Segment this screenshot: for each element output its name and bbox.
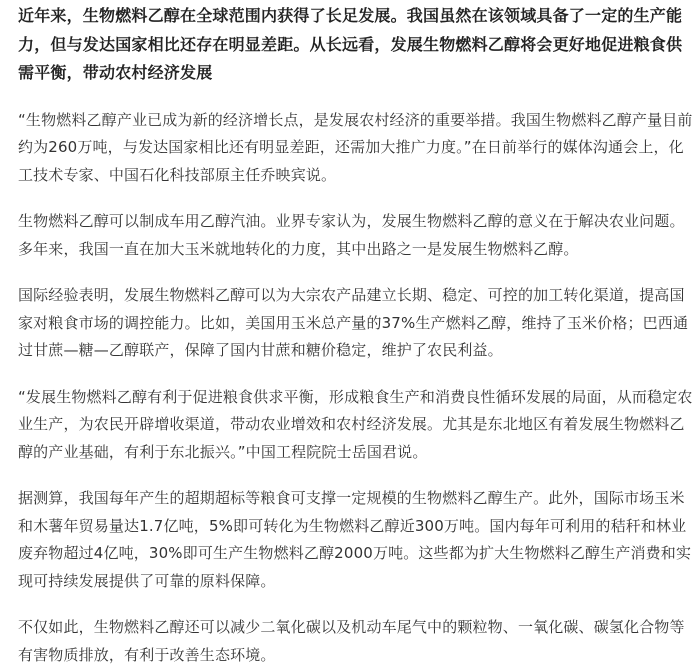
paragraph-6: 不仅如此，生物燃料乙醇还可以减少二氧化碳以及机动车尾气中的颗粒物、一氧化碳、碳氢化合物等有害物质排放，有利于改善生态环境。: [18, 618, 685, 664]
paragraph-2: 生物燃料乙醇可以制成车用乙醇汽油。业界专家认为，发展生物燃料乙醇的意义在于解决农业问题。多年来，我国一直在加大玉米就地转化的力度，其中出路之一是发展生物燃料乙醇。: [18, 212, 685, 258]
paragraph-4: “发展生物燃料乙醇有利于促进粮食供求平衡，形成粮食生产和消费良性循环发展的局面，从而稳定农业生产，为农民开辟增收渠道，带动农业增效和农村经济发展。尤其是东北地区有着发展生物燃料乙醇的产业基础，有利于东北振兴。”中国工程院院士岳国君说。: [18, 387, 693, 461]
paragraph-3: 国际经验表明，发展生物燃料乙醇可以为大宗农产品建立长期、稳定、可控的加工转化渠道，提高国家对粮食市场的调控能力。比如，美国用玉米总产量的37%生产燃料乙醇，维持了玉米价格；巴西通过甘蔗—糖—乙醇联产，保障了国内甘蔗和糖价稳定，维护了农民利益。: [18, 286, 689, 359]
paragraph-1: “生物燃料乙醇产业已成为新的经济增长点，是发展农村经济的重要举措。我国生物燃料乙醇产量目前约为260万吨，与发达国家相比还有明显差距，还需加大推广力度。”在日前举行的媒体沟通会上，化工技术专家、中国石化科技部原主任乔映宾说。: [18, 110, 693, 184]
paragraph-5: 据测算，我国每年产生的超期超标等粮食可支撑一定规模的生物燃料乙醇生产。此外，国际市场玉米和木薯年贸易量达1.7亿吨，5%即可转化为生物燃料乙醇近300万吨。国内每年可利用的秸秆和林业废弃物超过4亿吨，30%即可生产生物燃料乙醇2000万吨。这些都为扩大生物燃料乙醇生产消费和实现可持续发展提供了可靠的原料保障。: [18, 489, 692, 590]
article-lead: 近年来，生物燃料乙醇在全球范围内获得了长足发展。我国虽然在该领域具备了一定的生产能力，但与发达国家相比还存在明显差距。从长远看，发展生物燃料乙醇将会更好地促进粮食供需平衡，带动农村经济发展: [18, 6, 683, 82]
